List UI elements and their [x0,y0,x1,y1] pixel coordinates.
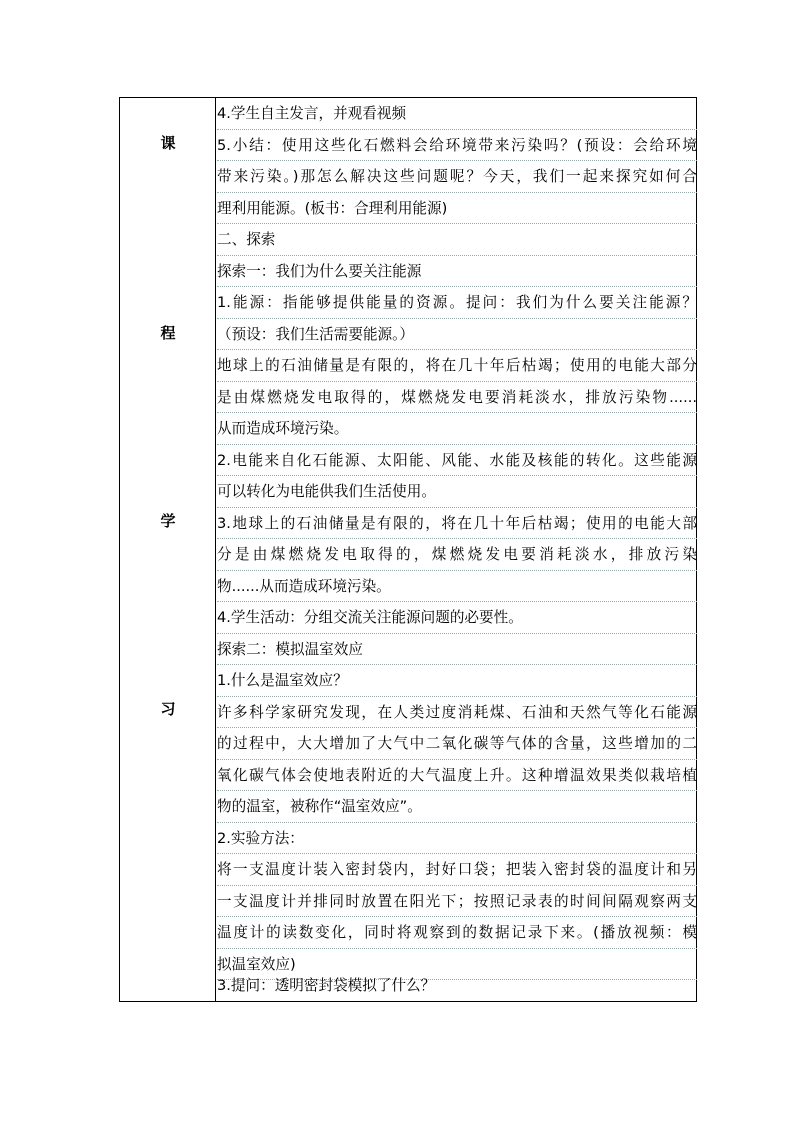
text-line: 带来污染。)那怎么解决这些问题呢？今天，我们一起来探究如何合 [217,161,697,193]
text-line: 4.学生活动：分组交流关注能源问题的必要性。 [217,602,697,634]
text-line: 是由煤燃烧发电取得的，煤燃烧发电要消耗淡水，排放污染物...... [217,382,697,414]
text-line: 二、探索 [217,224,697,256]
text-line: 1.什么是温室效应？ [217,665,697,697]
text-line: 将一支温度计装入密封袋内，封好口袋；把装入密封袋的温度计和另 [217,854,697,886]
section-label-char: 程 [160,324,176,342]
text-line: 的过程中，大大增加了大气中二氧化碳等气体的含量，这些增加的二 [217,728,697,760]
section-label-char: 习 [160,700,176,718]
text-line: 探索一：我们为什么要关注能源 [217,256,697,288]
text-line: 许多科学家研究发现，在人类过度消耗煤、石油和天然气等化石能源 [217,697,697,729]
text-line: （预设：我们生活需要能源。） [217,319,697,351]
text-line: 一支温度计并排同时放置在阳光下；按照记录表的时间间隔观察两支 [217,886,697,918]
text-line: 5.小结：使用这些化石燃料会给环境带来污染吗？(预设：会给环境 [217,130,697,162]
text-line: 3.地球上的石油储量是有限的，将在几十年后枯竭；使用的电能大部 [217,508,697,540]
text-line: 从而造成环境污染。 [217,413,697,445]
section-label-column [120,98,216,1001]
text-line: 分是由煤燃烧发电取得的，煤燃烧发电要消耗淡水，排放污染 [217,539,697,571]
text-line: 3.提问：透明密封袋模拟了什么？ [217,977,436,994]
text-line: 温度计的读数变化，同时将观察到的数据记录下来。(播放视频：模 [217,917,697,949]
text-line: 地球上的石油储量是有限的，将在几十年后枯竭；使用的电能大部分 [217,350,697,382]
text-line: 可以转化为电能供我们生活使用。 [217,476,697,508]
text-line: 氧化碳气体会使地表附近的大气温度上升。这种增温效果类似栽培植 [217,760,697,792]
lesson-table [119,97,697,1002]
text-line: 探索二：模拟温室效应 [217,634,697,666]
text-line: 物......从而造成环境污染。 [217,571,697,603]
text-line: 物的温室，被称作“温室效应”。 [217,791,697,823]
text-line: 拟温室效应) [217,949,697,981]
text-line: 理利用能源。(板书：合理利用能源) [217,193,697,225]
section-label-char: 学 [160,512,176,530]
text-line: 4.学生自主发言，并观看视频 [217,98,697,130]
text-line: 2.电能来自化石能源、太阳能、风能、水能及核能的转化。这些能源 [217,445,697,477]
section-label-char: 课 [160,134,176,152]
text-line: 1.能源：指能够提供能量的资源。提问：我们为什么要关注能源？ [217,287,697,319]
text-line: 2.实验方法： [217,823,697,855]
